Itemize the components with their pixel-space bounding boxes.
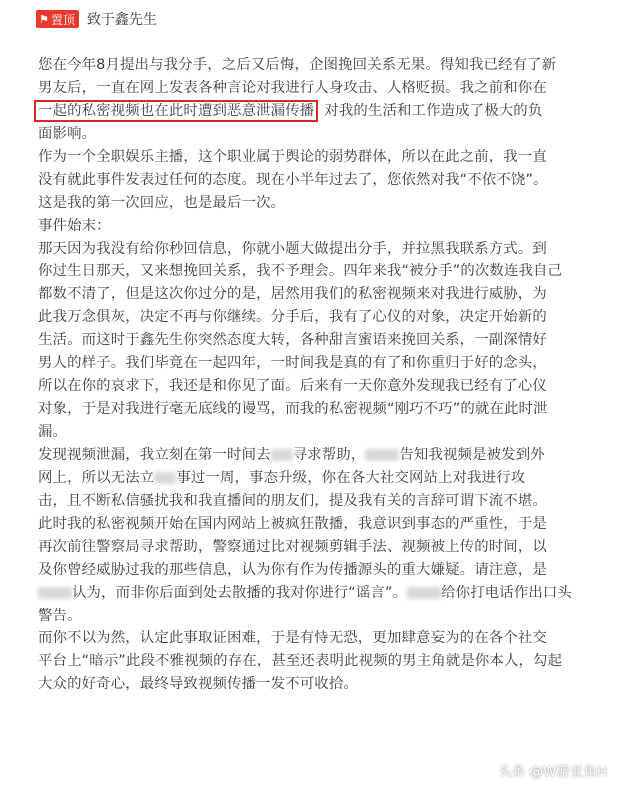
text-line: 生活。而这时于鑫先生你突然态度大转，各种甜言蜜语来挽回关系，一副深情好 bbox=[38, 332, 547, 349]
text-line: 那天因为我没有给你秒回信息，你就小题大做提出分手，并拉黑我联系方式。到 bbox=[38, 240, 547, 257]
text-line: 此我万念俱灰，决定不再与你继续。分手后，我有了心仪的对象，决定开始新的 bbox=[38, 309, 547, 326]
text-line: 警告。 bbox=[38, 607, 82, 624]
redaction-blur bbox=[38, 587, 72, 599]
text-line: 您在今年8月提出与我分手，之后又后悔，企图挽回关系无果。得知我已经有了新 bbox=[38, 57, 557, 73]
post-header bbox=[36, 9, 157, 29]
pinned-badge bbox=[36, 10, 79, 28]
post-title: 致于鑫先生 bbox=[86, 12, 157, 28]
text-line: 大众的好奇心，最终导致视频传播一发不可收拾。 bbox=[38, 676, 358, 693]
redaction-blur bbox=[407, 587, 441, 599]
text-line: 平台上“暗示”此段不雅视频的存在，甚至还表明此视频的男主角就是你本人，勾起 bbox=[38, 653, 563, 670]
text-line: 击，且不断私信骚扰我和我直播间的朋友们，提及我有关的言辞可谓下流不堪。 bbox=[38, 492, 547, 509]
text-line: 所以在你的哀求下，我还是和你见了面。后来有一天你意外发现我已经有了心仪 bbox=[38, 378, 547, 395]
text-line: 这是我的第一次回应，也是最后一次。 bbox=[38, 194, 286, 211]
redaction-blur bbox=[365, 449, 399, 461]
text-line: 男友后，一直在网上发表各种言论对我进行人身攻击、人格贬损。我之前和你在 bbox=[38, 79, 547, 96]
text-line: 你过生日那天，又来想挽回关系，我不予理会。四年来我“被分手”的次数连我自己 bbox=[38, 263, 563, 280]
text-segment: 认为，而非你后面到处去散播的我对你进行“谣言”。 bbox=[72, 584, 408, 601]
text-line: 及你曾经威胁过我的那些信息，认为你有作为传播源头的重大嫌疑。请注意，是 bbox=[38, 561, 547, 578]
highlight-box: 一起的私密视频也在此时遭到恶意泄漏传播 bbox=[34, 100, 318, 122]
text-line: 没有就此事件发表过任何的态度。现在小半年过去了，您依然对我“不依不饶”。 bbox=[38, 171, 548, 188]
text-segment: 给你打电话作出口头 bbox=[441, 584, 572, 601]
text-segment: 发现视频泄漏，我立刻在第一时间去 bbox=[38, 446, 271, 463]
redaction-blur bbox=[154, 472, 176, 484]
text-line bbox=[38, 100, 610, 123]
text-line: 此时我的私密视频开始在国内网站上被疯狂散播，我意识到事态的严重性，于是 bbox=[38, 515, 547, 532]
text-line: 再次前往警察局寻求帮助，警察通过比对视频剪辑手法、视频被上传的时间，以 bbox=[38, 538, 547, 555]
text-line bbox=[38, 467, 610, 490]
text-segment: 网上，所以无法立 bbox=[38, 469, 155, 486]
text-line: 而你不以为然，认定此事取证困难，于是有恃无恐，更加肆意妄为的在各个社交 bbox=[38, 630, 547, 647]
text-line: 都数不清了，但是这次你过分的是，居然用我们的私密视频来对我进行威胁，为 bbox=[38, 286, 547, 303]
text-line bbox=[38, 582, 610, 605]
redaction-blur bbox=[271, 449, 293, 461]
text-segment: 寻求帮助， bbox=[292, 446, 366, 463]
watermark: 头条 @W游亚鱼H bbox=[498, 764, 607, 780]
pinned-label: 置顶 bbox=[50, 12, 75, 27]
text-line: 作为一个全职娱乐主播，这个职业属于舆论的弱势群体，所以在此之前，我一直 bbox=[38, 148, 547, 165]
text-line: 对象，于是对我进行毫无底线的谩骂，而我的私密视频“刚巧不巧”的就在此时泄 bbox=[38, 401, 548, 418]
text-segment: 对我的生活和工作造成了极大的负 bbox=[324, 102, 543, 119]
text-line bbox=[38, 444, 610, 467]
text-line: 男人的样子。我们毕竟在一起四年，一时间我是真的有了和你重归于好的念头， bbox=[38, 355, 547, 372]
text-line: 事件始末： bbox=[38, 217, 111, 234]
text-segment: 告知我视频是被发到外 bbox=[399, 446, 545, 463]
text-line: 漏。 bbox=[38, 424, 68, 440]
text-segment: 事过一周，事态升级，你在各大社交网站上对我进行攻 bbox=[176, 469, 526, 486]
post-body bbox=[38, 54, 610, 696]
text-line: 面影响。 bbox=[38, 125, 97, 142]
pin-flag-icon: ⚑ bbox=[39, 12, 49, 26]
